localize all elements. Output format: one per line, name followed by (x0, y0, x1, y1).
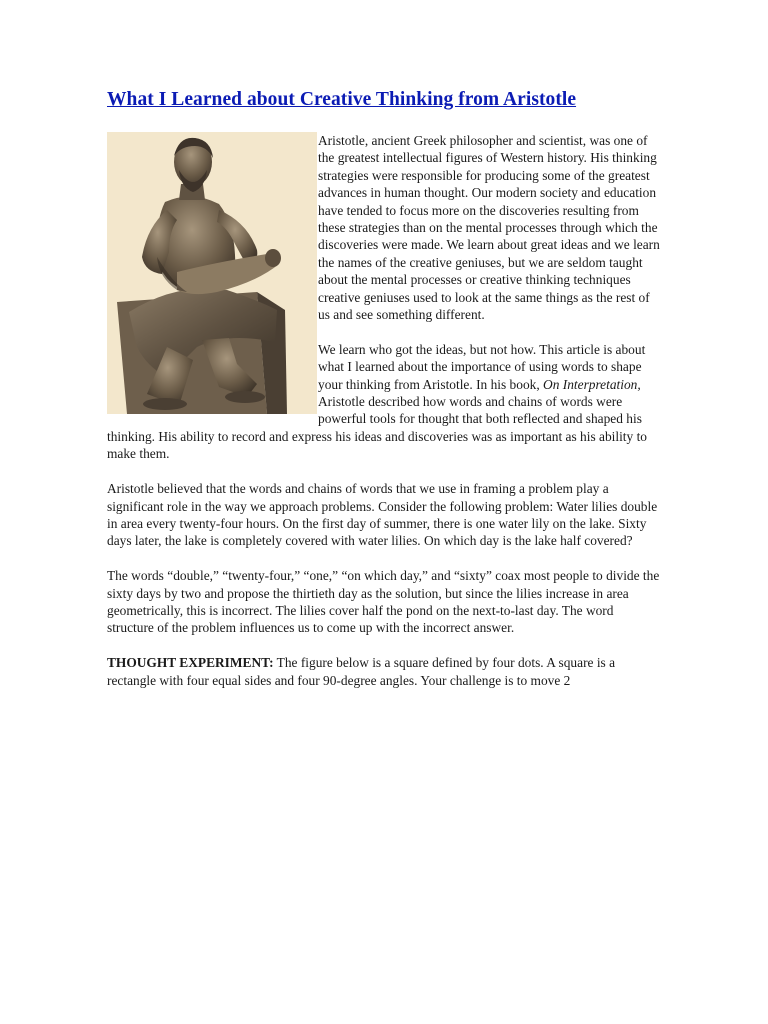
paragraph-lily-problem: Aristotle believed that the words and chains of words that we use in framing a problem play a significant role in the way we approach problems. Consider the following problem: Water lilies double in area every twenty-four hours. On the first day of summer, there is one water lily on the lake. Sixty days later, the lake is completely covered with water lilies. On which day is the lake half covered? (107, 481, 658, 549)
thought-experiment-text: The figure below is a square defined by four dots. A square is a rectangle with four equal sides and four 90-degree angles. Your challenge is to move 2 (107, 655, 616, 688)
paragraph-lily-answer: The words “double,” “twenty-four,” “one,” “on which day,” and “sixty” coax most people to divide the sixty days by two and propose the thirtieth day as the solution, but since the lilies increase in area geometrically, this is incorrect. The lilies cover half the pond on the next-to-last day. The word structure of the problem influences us to come up with the incorrect answer. (107, 568, 660, 636)
paragraph-thought-experiment (107, 654, 663, 689)
paragraph-intro (107, 132, 663, 323)
article-body (107, 132, 663, 706)
paragraph-interpretation-text-end: Aristotle described how words and chains of words were powerful tools for thought that both reflected and shaped his thinking. His ability to record and express his ideas and discoveries was as important as his ability to make them. (107, 394, 647, 462)
book-title: On Interpretation, (543, 376, 641, 392)
thought-experiment-label: THOUGHT EXPERIMENT: (107, 655, 274, 671)
paragraph-interpretation-text-start: We learn who got the ideas, but not how. This article is about what I learned about the importance of using words to shape your thinking from Aristotle. In his book, (318, 341, 646, 392)
aristotle-statue-image (107, 132, 317, 414)
paragraph-intro-text: Aristotle, ancient Greek philosopher and scientist, was one of the greatest intellectual figures of Western history. His thinking strategies were responsible for producing some of the greatest advances in human thought. Our modern society and education have tended to focus more on the discoveries resulting from these strategies than on the mental processes through which the discoveries were made. We learn about great ideas and we learn the names of the creative geniuses, but we are seldom taught about the mental processes or creative thinking techniques creative geniuses used to look at the same things as the rest of us and see something different. (318, 133, 660, 323)
article-title[interactable]: What I Learned about Creative Thinking from Aristotle (107, 89, 577, 110)
